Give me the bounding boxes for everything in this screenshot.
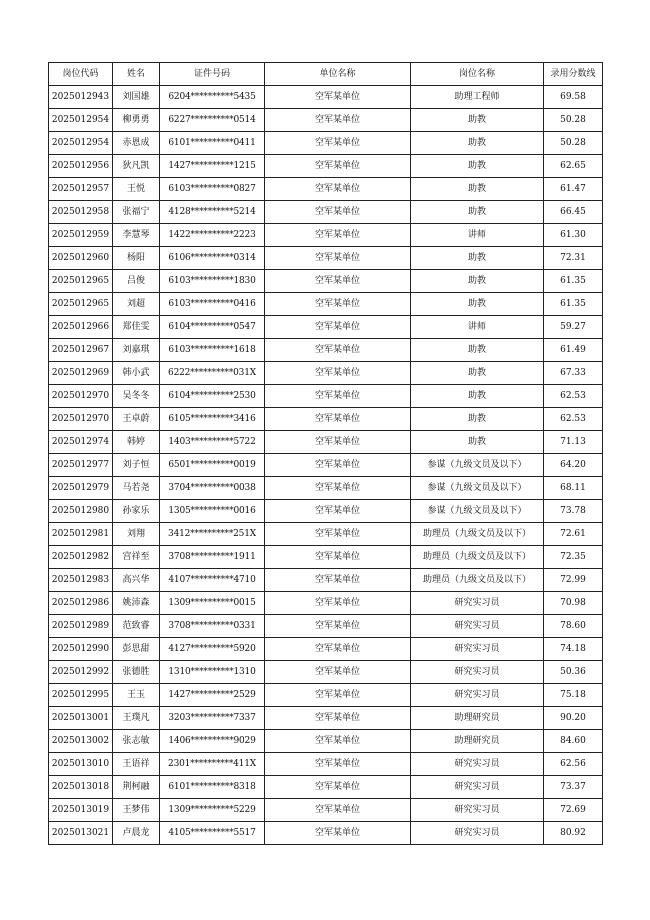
post-code-cell: 2025012970: [49, 385, 113, 408]
table-row: [49, 408, 603, 431]
score-cell: 64.20: [544, 454, 603, 477]
id-number-cell: 1310**********1310: [160, 661, 265, 684]
score-cell: 66.45: [544, 201, 603, 224]
post-name-cell: 助理研究员: [411, 707, 544, 730]
table-row: [49, 201, 603, 224]
post-code-cell: 2025012965: [49, 293, 113, 316]
table-row: [49, 776, 603, 799]
unit-name-cell: 空军某单位: [265, 592, 411, 615]
name-cell: 孙家乐: [113, 500, 160, 523]
score-cell: 75.18: [544, 684, 603, 707]
unit-name-cell: 空军某单位: [265, 339, 411, 362]
post-name-cell: 助教: [411, 362, 544, 385]
unit-name-cell: 空军某单位: [265, 569, 411, 592]
post-name-cell: 助教: [411, 132, 544, 155]
id-number-cell: 4127**********5920: [160, 638, 265, 661]
table-row: [49, 178, 603, 201]
table-body: [49, 86, 603, 845]
unit-name-cell: 空军某单位: [265, 132, 411, 155]
unit-name-cell: 空军某单位: [265, 546, 411, 569]
name-cell: 王玉: [113, 684, 160, 707]
name-cell: 韩婷: [113, 431, 160, 454]
name-cell: 马若尧: [113, 477, 160, 500]
name-cell: 范致睿: [113, 615, 160, 638]
score-cell: 61.35: [544, 270, 603, 293]
unit-name-cell: 空军某单位: [265, 385, 411, 408]
table-row: [49, 661, 603, 684]
unit-name-cell: 空军某单位: [265, 178, 411, 201]
id-number-cell: 1403**********5722: [160, 431, 265, 454]
post-name-cell: 助教: [411, 293, 544, 316]
name-cell: 李慧琴: [113, 224, 160, 247]
name-cell: 王悦: [113, 178, 160, 201]
score-cell: 67.33: [544, 362, 603, 385]
unit-name-cell: 空军某单位: [265, 454, 411, 477]
post-name-cell: 助教: [411, 408, 544, 431]
unit-name-cell: 空军某单位: [265, 523, 411, 546]
post-code-cell: 2025013018: [49, 776, 113, 799]
post-code-cell: 2025012965: [49, 270, 113, 293]
post-name-cell: 助教: [411, 270, 544, 293]
post-code-cell: 2025012980: [49, 500, 113, 523]
id-number-cell: 4105**********5517: [160, 822, 265, 845]
post-name-cell: 讲师: [411, 224, 544, 247]
id-number-cell: 4107**********4710: [160, 569, 265, 592]
unit-name-cell: 空军某单位: [265, 224, 411, 247]
post-name-cell: 助理工程师: [411, 86, 544, 109]
post-name-cell: 参谋（九级文员及以下）: [411, 500, 544, 523]
id-number-cell: 6103**********1830: [160, 270, 265, 293]
unit-name-cell: 空军某单位: [265, 776, 411, 799]
unit-name-cell: 空军某单位: [265, 431, 411, 454]
post-code-cell: 2025012992: [49, 661, 113, 684]
name-cell: 狄凡凯: [113, 155, 160, 178]
name-cell: 高兴华: [113, 569, 160, 592]
table-row: [49, 224, 603, 247]
score-cell: 73.37: [544, 776, 603, 799]
post-name-cell: 助教: [411, 155, 544, 178]
post-code-cell: 2025013021: [49, 822, 113, 845]
post-code-cell: 2025012957: [49, 178, 113, 201]
post-name-cell: 助教: [411, 178, 544, 201]
table-row: [49, 546, 603, 569]
table-row: [49, 753, 603, 776]
post-code-cell: 2025012986: [49, 592, 113, 615]
admission-score-table-container: [48, 62, 602, 845]
post-code-cell: 2025012943: [49, 86, 113, 109]
post-name-cell: 研究实习员: [411, 615, 544, 638]
post-code-cell: 2025012981: [49, 523, 113, 546]
score-cell: 62.56: [544, 753, 603, 776]
header-name: 姓名: [113, 63, 160, 86]
post-code-cell: 2025012956: [49, 155, 113, 178]
table-row: [49, 109, 603, 132]
table-row: [49, 362, 603, 385]
post-code-cell: 2025012969: [49, 362, 113, 385]
id-number-cell: 2301**********411X: [160, 753, 265, 776]
unit-name-cell: 空军某单位: [265, 707, 411, 730]
score-cell: 69.58: [544, 86, 603, 109]
post-code-cell: 2025012954: [49, 109, 113, 132]
name-cell: 杨阳: [113, 247, 160, 270]
unit-name-cell: 空军某单位: [265, 799, 411, 822]
table-row: [49, 132, 603, 155]
post-name-cell: 参谋（九级文员及以下）: [411, 454, 544, 477]
table-row: [49, 638, 603, 661]
name-cell: 王璞凡: [113, 707, 160, 730]
table-row: [49, 86, 603, 109]
id-number-cell: 6103**********0416: [160, 293, 265, 316]
table-row: [49, 454, 603, 477]
post-code-cell: 2025012989: [49, 615, 113, 638]
admission-score-table: [48, 62, 603, 845]
post-name-cell: 助理员（九级文员及以下）: [411, 569, 544, 592]
unit-name-cell: 空军某单位: [265, 730, 411, 753]
post-name-cell: 助理员（九级文员及以下）: [411, 546, 544, 569]
table-row: [49, 684, 603, 707]
id-number-cell: 3412**********251X: [160, 523, 265, 546]
unit-name-cell: 空军某单位: [265, 270, 411, 293]
unit-name-cell: 空军某单位: [265, 155, 411, 178]
id-number-cell: 1427**********2529: [160, 684, 265, 707]
table-row: [49, 431, 603, 454]
table-row: [49, 500, 603, 523]
id-number-cell: 6103**********0827: [160, 178, 265, 201]
unit-name-cell: 空军某单位: [265, 293, 411, 316]
table-row: [49, 523, 603, 546]
header-post-name: 岗位名称: [411, 63, 544, 86]
score-cell: 74.18: [544, 638, 603, 661]
header-post-code: 岗位代码: [49, 63, 113, 86]
unit-name-cell: 空军某单位: [265, 408, 411, 431]
name-cell: 郑佳雯: [113, 316, 160, 339]
post-name-cell: 研究实习员: [411, 799, 544, 822]
name-cell: 姚沛森: [113, 592, 160, 615]
table-row: [49, 155, 603, 178]
header-id-number: 证件号码: [160, 63, 265, 86]
name-cell: 张志敏: [113, 730, 160, 753]
score-cell: 72.35: [544, 546, 603, 569]
unit-name-cell: 空军某单位: [265, 247, 411, 270]
name-cell: 张德胜: [113, 661, 160, 684]
table-row: [49, 270, 603, 293]
id-number-cell: 1305**********0016: [160, 500, 265, 523]
name-cell: 王梦伟: [113, 799, 160, 822]
unit-name-cell: 空军某单位: [265, 477, 411, 500]
header-score-line: 录用分数线: [544, 63, 603, 86]
name-cell: 吕俊: [113, 270, 160, 293]
id-number-cell: 6103**********1618: [160, 339, 265, 362]
table-row: [49, 339, 603, 362]
score-cell: 80.92: [544, 822, 603, 845]
post-code-cell: 2025012966: [49, 316, 113, 339]
id-number-cell: 3704**********0038: [160, 477, 265, 500]
post-code-cell: 2025012982: [49, 546, 113, 569]
id-number-cell: 6101**********0411: [160, 132, 265, 155]
post-name-cell: 讲师: [411, 316, 544, 339]
name-cell: 王语祥: [113, 753, 160, 776]
post-name-cell: 研究实习员: [411, 592, 544, 615]
score-cell: 78.60: [544, 615, 603, 638]
post-name-cell: 助教: [411, 431, 544, 454]
post-code-cell: 2025013001: [49, 707, 113, 730]
post-code-cell: 2025012974: [49, 431, 113, 454]
id-number-cell: 1309**********0015: [160, 592, 265, 615]
score-cell: 62.53: [544, 385, 603, 408]
id-number-cell: 6104**********0547: [160, 316, 265, 339]
post-code-cell: 2025012990: [49, 638, 113, 661]
score-cell: 72.99: [544, 569, 603, 592]
id-number-cell: 6222**********031X: [160, 362, 265, 385]
score-cell: 61.47: [544, 178, 603, 201]
unit-name-cell: 空军某单位: [265, 109, 411, 132]
name-cell: 王卓蔚: [113, 408, 160, 431]
name-cell: 吴冬冬: [113, 385, 160, 408]
post-code-cell: 2025012960: [49, 247, 113, 270]
unit-name-cell: 空军某单位: [265, 362, 411, 385]
score-cell: 50.36: [544, 661, 603, 684]
post-code-cell: 2025012954: [49, 132, 113, 155]
name-cell: 赤恩成: [113, 132, 160, 155]
post-name-cell: 研究实习员: [411, 638, 544, 661]
table-row: [49, 799, 603, 822]
id-number-cell: 1309**********5229: [160, 799, 265, 822]
post-code-cell: 2025012959: [49, 224, 113, 247]
score-cell: 90.20: [544, 707, 603, 730]
post-name-cell: 助教: [411, 109, 544, 132]
name-cell: 彭思甜: [113, 638, 160, 661]
id-number-cell: 1406**********9029: [160, 730, 265, 753]
post-name-cell: 研究实习员: [411, 776, 544, 799]
score-cell: 50.28: [544, 132, 603, 155]
table-row: [49, 822, 603, 845]
post-name-cell: 助教: [411, 201, 544, 224]
id-number-cell: 6227**********0514: [160, 109, 265, 132]
post-code-cell: 2025012983: [49, 569, 113, 592]
score-cell: 61.30: [544, 224, 603, 247]
post-code-cell: 2025012967: [49, 339, 113, 362]
name-cell: 刘翔: [113, 523, 160, 546]
name-cell: 刘嘉琪: [113, 339, 160, 362]
score-cell: 70.98: [544, 592, 603, 615]
score-cell: 72.31: [544, 247, 603, 270]
name-cell: 荆柯融: [113, 776, 160, 799]
score-cell: 71.13: [544, 431, 603, 454]
post-code-cell: 2025012979: [49, 477, 113, 500]
post-code-cell: 2025012970: [49, 408, 113, 431]
id-number-cell: 6106**********0314: [160, 247, 265, 270]
name-cell: 卢晨龙: [113, 822, 160, 845]
table-row: [49, 385, 603, 408]
unit-name-cell: 空军某单位: [265, 201, 411, 224]
table-row: [49, 569, 603, 592]
id-number-cell: 6501**********0019: [160, 454, 265, 477]
post-code-cell: 2025012977: [49, 454, 113, 477]
table-row: [49, 730, 603, 753]
id-number-cell: 3708**********0331: [160, 615, 265, 638]
unit-name-cell: 空军某单位: [265, 638, 411, 661]
name-cell: 刘国雄: [113, 86, 160, 109]
table-row: [49, 316, 603, 339]
name-cell: 宫祥至: [113, 546, 160, 569]
post-name-cell: 助教: [411, 385, 544, 408]
post-code-cell: 2025013002: [49, 730, 113, 753]
post-name-cell: 助理研究员: [411, 730, 544, 753]
unit-name-cell: 空军某单位: [265, 316, 411, 339]
id-number-cell: 1427**********1215: [160, 155, 265, 178]
score-cell: 62.53: [544, 408, 603, 431]
id-number-cell: 3708**********1911: [160, 546, 265, 569]
unit-name-cell: 空军某单位: [265, 500, 411, 523]
post-code-cell: 2025013010: [49, 753, 113, 776]
header-unit-name: 单位名称: [265, 63, 411, 86]
post-code-cell: 2025012995: [49, 684, 113, 707]
score-cell: 68.11: [544, 477, 603, 500]
unit-name-cell: 空军某单位: [265, 661, 411, 684]
table-header-row: [49, 63, 603, 86]
name-cell: 刘子恒: [113, 454, 160, 477]
name-cell: 张福宁: [113, 201, 160, 224]
post-name-cell: 研究实习员: [411, 684, 544, 707]
post-code-cell: 2025013019: [49, 799, 113, 822]
unit-name-cell: 空军某单位: [265, 753, 411, 776]
unit-name-cell: 空军某单位: [265, 822, 411, 845]
score-cell: 61.49: [544, 339, 603, 362]
post-name-cell: 助教: [411, 247, 544, 270]
score-cell: 72.69: [544, 799, 603, 822]
post-code-cell: 2025012958: [49, 201, 113, 224]
id-number-cell: 6105**********3416: [160, 408, 265, 431]
table-row: [49, 592, 603, 615]
score-cell: 59.27: [544, 316, 603, 339]
table-row: [49, 477, 603, 500]
id-number-cell: 6101**********8318: [160, 776, 265, 799]
id-number-cell: 1422**********2223: [160, 224, 265, 247]
id-number-cell: 6104**********2530: [160, 385, 265, 408]
post-name-cell: 研究实习员: [411, 661, 544, 684]
name-cell: 柳勇勇: [113, 109, 160, 132]
id-number-cell: 6204**********5435: [160, 86, 265, 109]
unit-name-cell: 空军某单位: [265, 86, 411, 109]
post-name-cell: 参谋（九级文员及以下）: [411, 477, 544, 500]
table-row: [49, 707, 603, 730]
score-cell: 62.65: [544, 155, 603, 178]
id-number-cell: 4128**********5214: [160, 201, 265, 224]
score-cell: 72.61: [544, 523, 603, 546]
table-row: [49, 247, 603, 270]
id-number-cell: 3203**********7337: [160, 707, 265, 730]
post-name-cell: 研究实习员: [411, 822, 544, 845]
name-cell: 韩小武: [113, 362, 160, 385]
score-cell: 84.60: [544, 730, 603, 753]
table-row: [49, 293, 603, 316]
name-cell: 刘超: [113, 293, 160, 316]
unit-name-cell: 空军某单位: [265, 615, 411, 638]
score-cell: 50.28: [544, 109, 603, 132]
post-name-cell: 助理员（九级文员及以下）: [411, 523, 544, 546]
unit-name-cell: 空军某单位: [265, 684, 411, 707]
post-name-cell: 研究实习员: [411, 753, 544, 776]
table-row: [49, 615, 603, 638]
score-cell: 61.35: [544, 293, 603, 316]
post-name-cell: 助教: [411, 339, 544, 362]
score-cell: 73.78: [544, 500, 603, 523]
